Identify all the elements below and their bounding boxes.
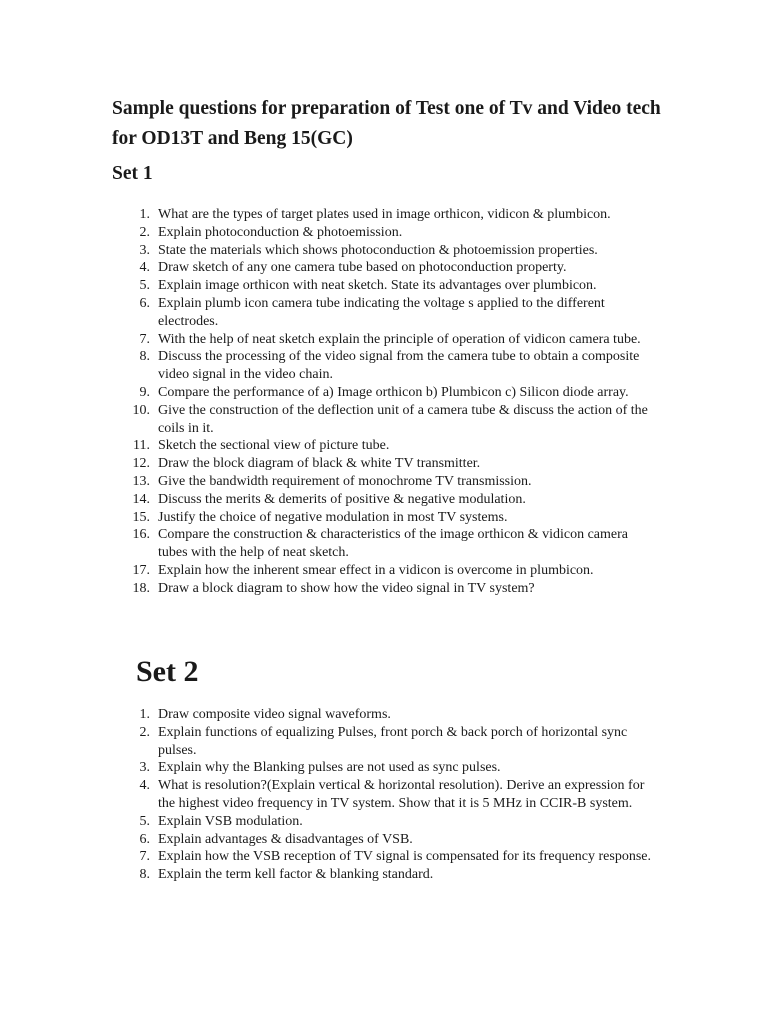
question-item (112, 473, 652, 491)
question-item (112, 526, 652, 562)
document-title: Sample questions for preparation of Test one of Tv and Video tech for OD13T and Beng 15(GC) (112, 98, 661, 149)
question-item (112, 277, 652, 295)
question-text: Explain advantages & disadvantages of VSB. (158, 831, 413, 847)
question-text: With the help of neat sketch explain the principle of operation of vidicon camera tube. (158, 331, 641, 347)
set-1-heading: Set 1 (112, 163, 153, 184)
question-number: 8. (139, 867, 150, 883)
question-text: Draw composite video signal waveforms. (158, 707, 391, 722)
question-text: Compare the construction & characteristics of the image orthicon & vidicon camera tubes with the help of neat sketch. (158, 527, 628, 561)
question-text: Sketch the sectional view of picture tube. (158, 438, 390, 454)
question-text: Explain the term kell factor & blanking standard. (158, 867, 434, 883)
question-number: 16. (132, 527, 150, 543)
question-item (112, 866, 652, 884)
question-number: 1. (139, 707, 150, 722)
question-item (112, 759, 652, 777)
question-item (112, 295, 652, 331)
question-number: 11. (133, 438, 150, 454)
question-text: Explain VSB modulation. (158, 813, 303, 829)
question-number: 5. (139, 813, 150, 829)
question-number: 18. (132, 580, 150, 596)
question-text: What is resolution?(Explain vertical & horizontal resolution). Derive an expression for the highest video frequency in TV system. Show that it is 5 MHz in CCIR-B system. (158, 778, 645, 811)
question-item (112, 259, 652, 277)
question-number: 17. (132, 562, 150, 578)
question-number: 13. (132, 473, 150, 489)
question-text: Compare the performance of a) Image orthicon b) Plumbicon c) Silicon diode array. (158, 384, 629, 400)
question-number: 3. (139, 242, 150, 258)
question-item (112, 491, 652, 509)
question-text: Draw sketch of any one camera tube based on photoconduction property. (158, 260, 567, 276)
question-number: 1. (139, 207, 150, 222)
question-text: Explain how the VSB reception of TV signal is compensated for its frequency response. (158, 849, 652, 865)
set-1-question-list (112, 206, 652, 598)
question-number: 15. (132, 509, 150, 525)
question-number: 2. (139, 224, 150, 240)
question-text: Give the construction of the deflection unit of a camera tube & discuss the action of the coils in it. (158, 402, 648, 436)
question-number: 2. (139, 724, 150, 740)
question-text: Discuss the merits & demerits of positive & negative modulation. (158, 491, 526, 507)
set-2-heading: Set 2 (136, 655, 199, 688)
question-number: 9. (139, 384, 150, 400)
question-text: Justify the choice of negative modulation in most TV systems. (158, 509, 508, 525)
set-2-question-list (112, 706, 652, 884)
question-text: Explain why the Blanking pulses are not used as sync pulses. (158, 760, 501, 776)
question-item (112, 242, 652, 260)
question-number: 6. (139, 295, 150, 311)
question-number: 12. (132, 456, 150, 472)
question-item (112, 813, 652, 831)
question-item (112, 706, 652, 724)
question-number: 10. (132, 402, 150, 418)
question-item (112, 455, 652, 473)
question-text: Explain how the inherent smear effect in a vidicon is overcome in plumbicon. (158, 562, 594, 578)
question-item (112, 724, 652, 760)
question-number: 3. (139, 760, 150, 776)
question-text: Draw a block diagram to show how the video signal in TV system? (158, 580, 535, 596)
question-text: Explain functions of equalizing Pulses, front porch & back porch of horizontal sync pulses. (158, 724, 628, 758)
question-number: 14. (132, 491, 150, 507)
question-text: What are the types of target plates used in image orthicon, vidicon & plumbicon. (158, 207, 611, 222)
question-number: 8. (139, 349, 150, 365)
question-number: 6. (139, 831, 150, 847)
question-item (112, 509, 652, 527)
question-text: State the materials which shows photoconduction & photoemission properties. (158, 242, 598, 258)
question-item (112, 402, 652, 438)
question-item (112, 580, 652, 598)
question-text: Draw the block diagram of black & white TV transmitter. (158, 456, 481, 472)
question-item (112, 331, 652, 349)
question-text: Explain photoconduction & photoemission. (158, 224, 403, 240)
question-item (112, 562, 652, 580)
question-text: Explain plumb icon camera tube indicating the voltage s applied to the different electrodes. (158, 295, 605, 329)
question-text: Explain image orthicon with neat sketch. State its advantages over plumbicon. (158, 278, 597, 294)
question-item (112, 206, 652, 224)
question-item (112, 848, 652, 866)
question-item (112, 437, 652, 455)
question-number: 5. (139, 278, 150, 294)
question-number: 4. (139, 260, 150, 276)
question-number: 7. (139, 849, 150, 865)
question-item (112, 224, 652, 242)
question-item (112, 777, 652, 813)
question-text: Discuss the processing of the video signal from the camera tube to obtain a composite video signal in the video chain. (158, 349, 640, 383)
question-number: 7. (139, 331, 150, 347)
question-item (112, 348, 652, 384)
question-text: Give the bandwidth requirement of monochrome TV transmission. (158, 473, 532, 489)
question-number: 4. (139, 778, 150, 794)
question-item (112, 831, 652, 849)
question-item (112, 384, 652, 402)
